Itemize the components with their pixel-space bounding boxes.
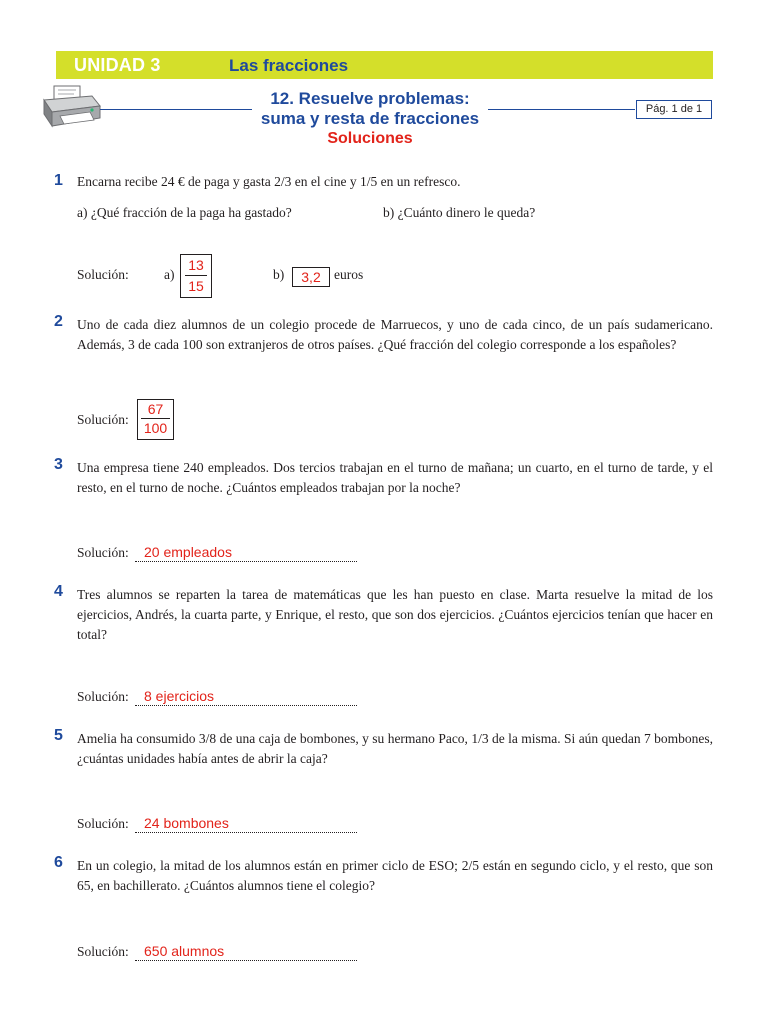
solution-label: Solución: (77, 412, 129, 427)
answer-line (135, 942, 357, 961)
unit-topic: Las fracciones (229, 56, 349, 75)
title-line-3: Soluciones (327, 130, 413, 147)
answer-value: 24 bombones (144, 815, 229, 831)
answer-line (135, 687, 357, 706)
answer-line (135, 814, 357, 833)
unit-label: UNIDAD 3 (74, 55, 161, 75)
problem-number: 3 (54, 456, 63, 473)
problem-text: En un colegio, la mitad de los alumnos están en primer ciclo de ESO; 2/5 están en segundo ciclo, y el resto, que son 65, en bachillerato. ¿Cuántos alumnos tiene el colegio? (77, 858, 713, 893)
unit-header-band (56, 51, 713, 79)
title-line-1: 12. Resuelve problemas: (270, 89, 470, 108)
answer-fraction-box (180, 254, 212, 298)
answer-value: 8 ejercicios (144, 688, 215, 704)
printer-icon (40, 84, 102, 130)
answer-value: 650 alumnos (144, 943, 225, 959)
fraction-denominator: 15 (188, 278, 204, 294)
answer-unit: euros (334, 267, 364, 282)
solution-label: Solución: (77, 689, 129, 704)
page-indicator: Pág. 1 de 1 (636, 100, 712, 119)
problem-number: 2 (54, 313, 63, 330)
question-b: b) ¿Cuánto dinero le queda? (383, 205, 536, 220)
problem-text: Una empresa tiene 240 empleados. Dos tercios trabajan en el turno de mañana; un cuarto, en el turno de tarde, y el resto, en el turno de noche. ¿Cuántos empleados trabajan por la noche? (77, 460, 713, 495)
answer-line (135, 543, 357, 562)
answer-b-label: b) (273, 267, 285, 282)
problem-number: 6 (54, 854, 63, 871)
answer-a-label: a) (164, 267, 175, 282)
solution-label: Solución: (77, 267, 129, 282)
answer-fraction-box (137, 399, 174, 440)
answer-decimal-box: 3,2 (292, 267, 330, 287)
problem-number: 1 (54, 172, 63, 189)
solution-label: Solución: (77, 816, 129, 831)
problem-text: Encarna recibe 24 € de paga y gasta 2/3 en el cine y 1/5 en un refresco. (77, 174, 461, 189)
fraction-bar (185, 275, 207, 276)
answer-value: 20 empleados (144, 544, 232, 560)
problem-text: Amelia ha consumido 3/8 de una caja de bombones, y su hermano Paco, 1/3 de la misma. Si aún quedan 7 bombones, ¿cuántas unidades había antes de abrir la caja? (77, 731, 713, 766)
fraction-numerator: 67 (147, 401, 164, 417)
header-rule-right (488, 109, 635, 110)
solution-label: Solución: (77, 545, 129, 560)
problem-text: Uno de cada diez alumnos de un colegio procede de Marruecos, y uno de cada cinco, de un país sudamericano. Además, 3 de cada 100 son extranjeros de otros países. ¿Qué fracción del colegio corresponde a los españoles? (77, 317, 713, 352)
header-rule-left (100, 109, 252, 110)
fraction-denominator: 100 (143, 420, 168, 436)
title-line-2: suma y resta de fracciones (260, 109, 480, 128)
problem-text: Tres alumnos se reparten la tarea de matemáticas que les han puesto en clase. Marta resuelve la mitad de los ejercicios, Andrés, la cuarta parte, y Enrique, el resto, que son dos ejercicios. ¿Cuántos ejercicios tenían que hacer en total? (77, 587, 713, 642)
problem-number: 4 (54, 583, 63, 600)
fraction-numerator: 13 (188, 257, 204, 273)
page-title (240, 89, 500, 149)
fraction-bar (141, 418, 170, 419)
solution-label: Solución: (77, 944, 129, 959)
question-a: a) ¿Qué fracción de la paga ha gastado? (77, 205, 292, 220)
problem-number: 5 (54, 727, 63, 744)
